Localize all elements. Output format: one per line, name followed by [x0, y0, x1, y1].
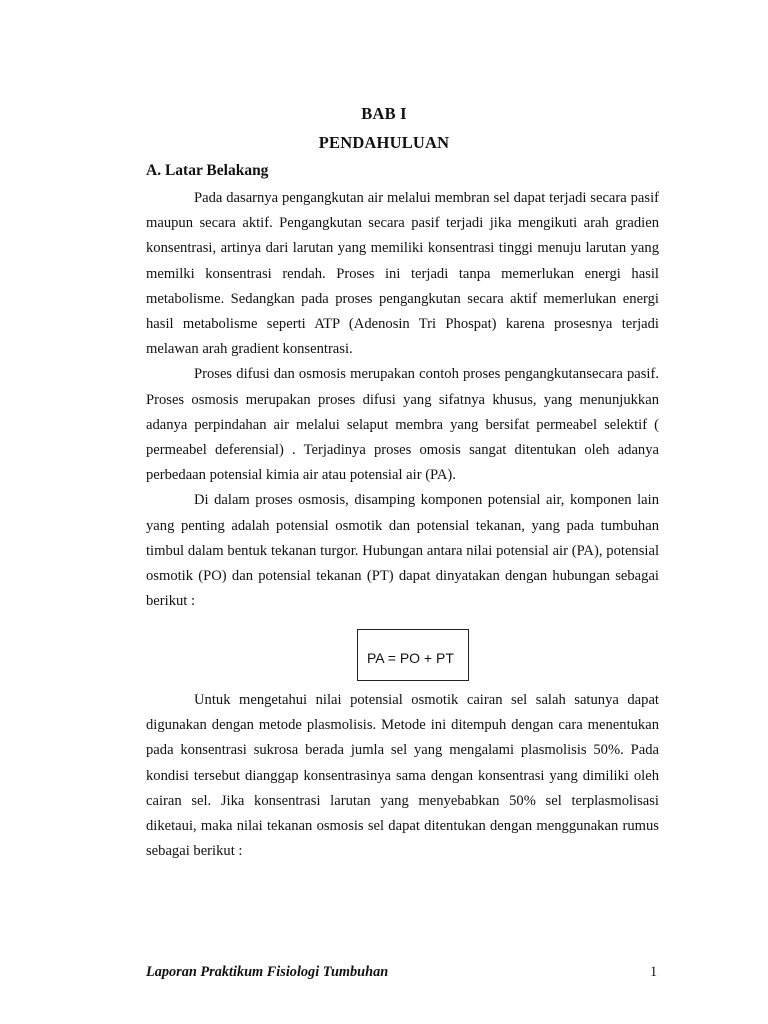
paragraph-3: Di dalam proses osmosis, disamping komponen potensial air, komponen lain yang penting adalah potensial osmotik dan potensial tekanan, yang pada tumbuhan timbul dalam bentuk tekanan turgor. Hubungan antara nilai potensial air (PA), potensial osmotik (PO) dan potensial tekanan (PT) dapat dinyatakan dengan hubungan sebagai berikut : [146, 492, 659, 610]
body-text-before-formula [146, 186, 659, 614]
paragraph-1: Pada dasarnya pengangkutan air melalui membran sel dapat terjadi secara pasif maupun secara aktif. Pengangkutan secara pasif terjadi jika mengikuti arah gradien konsentrasi, artinya dari larutan yang memiliki konsentrasi tinggi menuju larutan yang memilki konsentrasi rendah. Proses ini terjadi tanpa memerlukan energi hasil metabolisme. Sedangkan pada proses pengangkutan secara aktif memerlukan energi hasil metabolisme seperti ATP (Adenosin Tri Phospat) karena prosesnya terjadi melawan arah gradient konsentrasi. [146, 190, 659, 358]
chapter-number: BAB I [361, 104, 407, 123]
formula-box [357, 629, 469, 681]
paragraph-2: Proses difusi dan osmosis merupakan contoh proses pengangkutansecara pasif. Proses osmosis merupakan proses difusi yang sifatnya khusus, yang menunjukkan adanya perpindahan air melalui selaput membra yang bersifat permeabel selektif ( permeabel deferensial) . Terjadinya proses omosis sangat ditentukan oleh adanya perbedaan potensial kimia air atau potensial air (PA). [146, 366, 659, 484]
paragraph-4: Untuk mengetahui nilai potensial osmotik cairan sel salah satunya dapat digunakan dengan metode plasmolisis. Metode ini ditempuh dengan cara menentukan pada konsentrasi sukrosa berada jumla sel yang mengalami plasmolisis 50%. Pada kondisi tersebut dianggap konsentrasinya sama dengan konsentrasi yang dimiliki oleh cairan sel. Jika konsentrasi larutan yang menyebabkan 50% sel terplasmolisasi diketaui, maka nilai tekanan osmosis sel dapat ditentukan dengan menggunakan rumus sebagai berikut : [146, 692, 659, 860]
body-text-after-formula [146, 688, 659, 864]
section-heading: A. Latar Belakang [146, 162, 269, 179]
formula-text: PA = PO + PT [367, 650, 454, 666]
page-number: 1 [650, 964, 658, 980]
chapter-title: PENDAHULUAN [318, 133, 450, 152]
footer-title: Laporan Praktikum Fisiologi Tumbuhan [146, 964, 389, 980]
